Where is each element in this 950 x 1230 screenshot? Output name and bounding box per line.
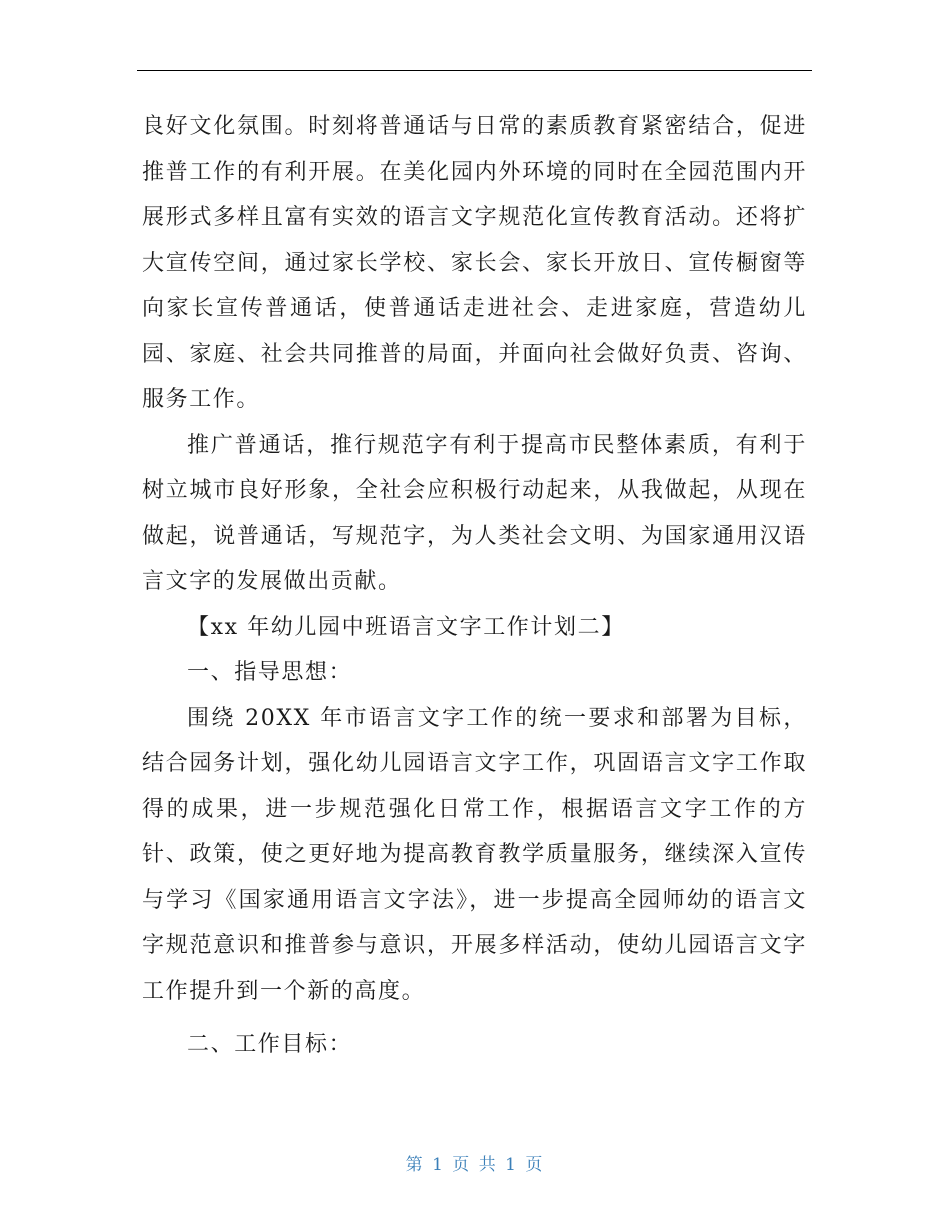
page-footer: [0, 1150, 950, 1175]
footer-total-pages: 1: [505, 1155, 518, 1175]
heading-guiding-ideology: 一、指导思想：: [187, 660, 353, 685]
paragraph-continuation: 良好文化氛围。时刻将普通话与日常的素质教育紧密结合，促进推普工作的有利开展。在美化园内外环境的同时在全园范围内开展形式多样且富有实效的语言文字规范化宣传教育活动。还将扩大宣传空间，通过家长学校、家长会、家长开放日、宣传橱窗等向家长宣传普通话，使普通话走进社会、走进家庭，营造幼儿园、家庭、社会共同推普的局面，并面向社会做好负责、咨询、服务工作。: [142, 114, 807, 412]
section-title-plan-two: 【xx 年幼儿园中班语言文字工作计划二】: [187, 614, 625, 640]
footer-suffix: 页: [525, 1155, 545, 1175]
document-body: [142, 104, 807, 1068]
header-rule: [137, 70, 812, 71]
paragraph-guiding-ideology: 围绕 20XX 年市语言文字工作的统一要求和部署为目标，结合园务计划，强化幼儿园语言文字工作，巩固语言文字工作取得的成果，进一步规范强化日常工作，根据语言文字工作的方针、政策，使之更好地为提高教育教学质量服务，继续深入宣传与学习《国家通用语言文字法》，进一步提高全园师幼的语言文字规范意识和推普参与意识，开展多样活动，使幼儿园语言文字工作提升到一个新的高度。: [142, 705, 807, 1004]
footer-middle: 页 共: [452, 1155, 498, 1175]
footer-current-page: 1: [432, 1155, 445, 1175]
paragraph-promotion: 推广普通话，推行规范字有利于提高市民整体素质，有利于树立城市良好形象，全社会应积极行动起来，从我做起，从现在做起，说普通话，写规范字，为人类社会文明、为国家通用汉语言文字的发展做出贡献。: [142, 432, 807, 594]
heading-work-goals: 二、工作目标：: [187, 1032, 353, 1057]
footer-prefix: 第: [405, 1155, 425, 1175]
